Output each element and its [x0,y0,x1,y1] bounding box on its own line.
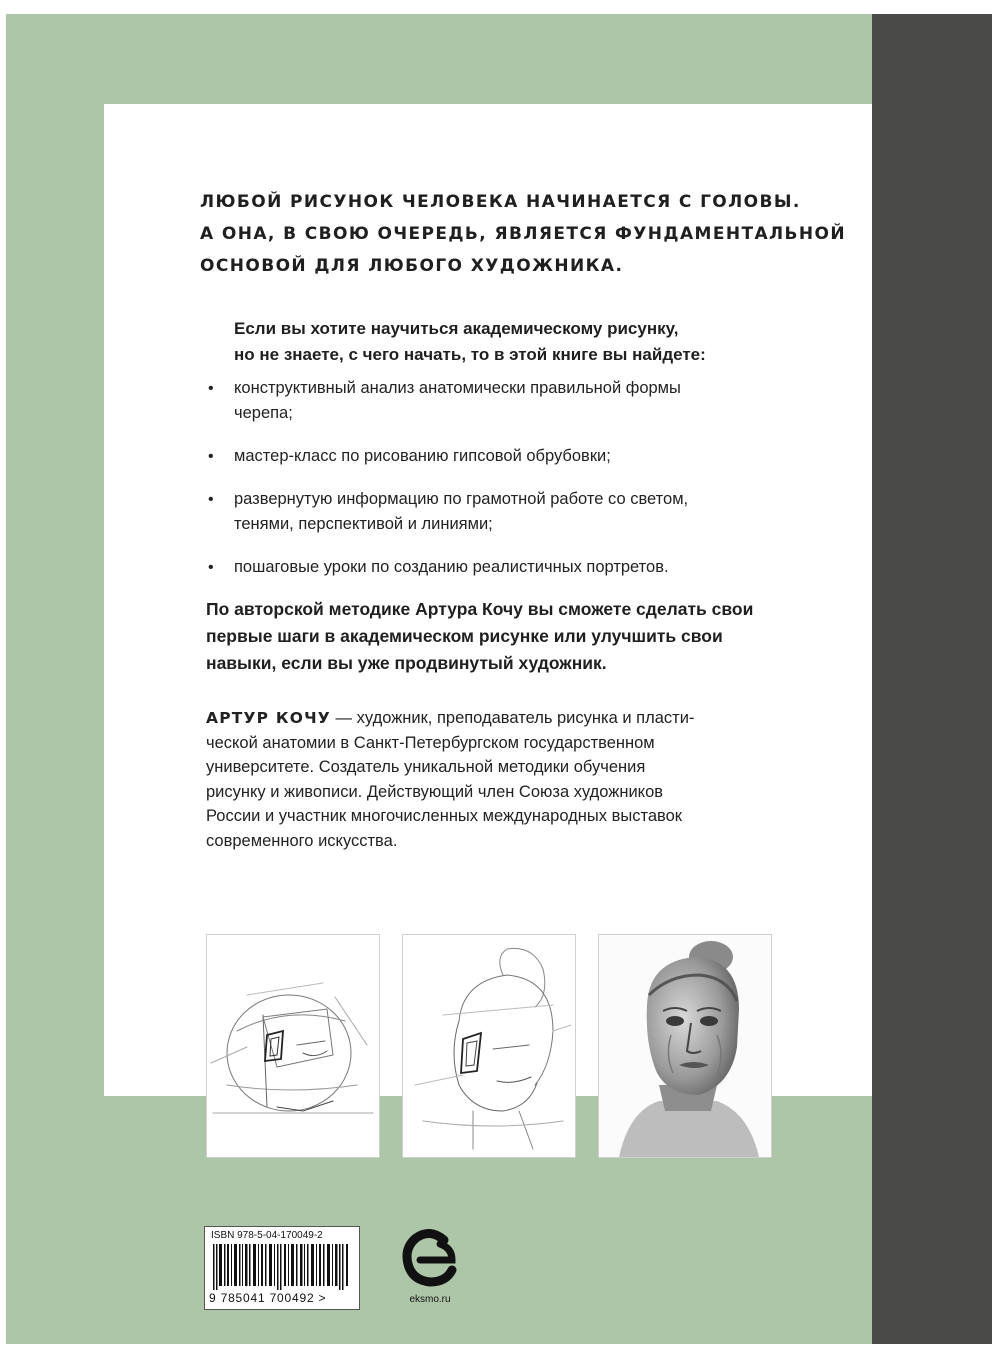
barcode-block [204,1226,360,1310]
author-name: АРТУР КОЧУ [206,709,331,727]
bio-line: России и участник многочисленных международных выставок [206,807,682,825]
bio-line: университете. Создатель уникальной методики обучения [206,758,646,776]
barcode-image [213,1244,351,1290]
headline-line: ОСНОВОЙ ДЛЯ ЛЮБОГО ХУДОЖНИКА. [200,256,624,276]
list-item [206,555,826,580]
headline-line: ЛЮБОЙ РИСУНОК ЧЕЛОВЕКА НАЧИНАЕТСЯ С ГОЛОВЫ. [200,192,801,212]
list-item [206,444,826,469]
method-line: навыки, если вы уже продвинутый художник. [206,653,607,673]
list-item-text: • конструктивный анализ анатомически правильной формы [234,379,681,397]
list-item-text: черепа; [234,404,293,422]
ean-text: 9 785041 700492 > [209,1291,327,1305]
sketch-portrait [598,934,772,1158]
eksmo-logo-icon [400,1226,460,1290]
list-item-text: • пошаговые уроки по созданию реалистичных портретов. [234,558,669,576]
headline-line: А ОНА, В СВОЮ ОЧЕРЕДЬ, ЯВЛЯЕТСЯ ФУНДАМЕНТАЛЬНОЙ [200,224,847,244]
method-line: По авторской методике Артура Кочу вы сможете сделать свои [206,599,754,619]
block-head-sketch-image [403,935,575,1157]
intro-text [234,316,794,368]
list-item-text: • мастер-класс по рисованию гипсовой обрубовки; [234,447,611,465]
book-spine [872,14,992,1344]
author-bio [206,706,826,853]
intro-line: но не знаете, с чего начать, то в этой книге вы найдете: [234,345,706,364]
list-item [206,487,826,537]
bio-line: ческой анатомии в Санкт-Петербургском государственном [206,733,655,752]
method-line: первые шаги в академическом рисунке или улучшить свои [206,626,723,646]
list-item [206,376,826,426]
headline [200,186,847,282]
sketch-block-head [402,934,576,1158]
bio-line: рисунку и живописи. Действующий член Союза художников [206,782,664,801]
portrait-drawing-image [599,935,771,1157]
isbn-text: ISBN 978-5-04-170049-2 [211,1230,323,1241]
list-item-text: • развернутую информацию по грамотной работе со светом, [234,490,689,508]
bio-line [206,706,826,731]
bio-text: — художник, преподаватель рисунка и пласти- [330,709,695,727]
list-item-text: тенями, перспективой и линиями; [234,515,493,533]
intro-line: Если вы хотите научиться академическому рисунку, [234,319,679,338]
skull-sketch-image [207,935,379,1157]
bio-line: современного искусства. [206,831,398,850]
sketch-construction [206,934,380,1158]
publisher-site: eksmo.ru [409,1294,451,1305]
feature-list [206,376,826,580]
method-paragraph [206,596,826,677]
